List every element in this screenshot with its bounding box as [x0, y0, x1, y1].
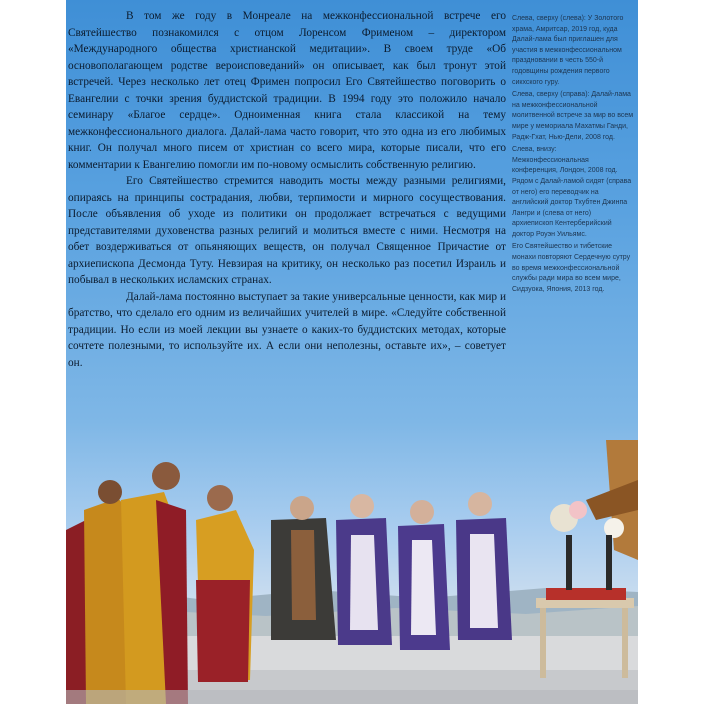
caption: Слева, сверху (слева): У Золотого храма, Амритсар, 2019 год, куда Далай-лама был приглашен для участия в межконфессиональном праздновании в честь 550-й годовщины рождения первого сикхского гуру.: [512, 15, 624, 86]
caption: Слева, сверху (справа): Далай-лама на межконфессиональной молитвенной встрече за мир во всем мире у мемориала Махатмы Ганди, Радж-Гхат, Нью-Дели, 2008 год.: [512, 91, 634, 141]
book-page: [66, 0, 638, 704]
caption: Слева, внизу: Межконфессиональная конференция, Лондон, 2008 год. Рядом с Далай-ламой сидят (справа от него) его переводчик на английский доктор Тхубтен Джинпа Лангри и (слева от него) архиепископ Кентерберийский доктор Роуэн Уильямс.: [512, 146, 632, 238]
body-paragraph: Его Святейшество стремится наводить мосты между разными религиями, опираясь на принципы сострадания, любви, терпимости и мирного сосуществования. После объявления об уходе из политики он продолжает встречаться с ведущими представителями духовенства разных религий и молиться вместе с ними. Несмотря на обет воздерживаться от опьяняющих веществ, он получал Священное Причастие от архиепископа Десмонда Туту. Невзирая на критику, он несколько раз посетил Израиль и побывал в нескольких исламских странах.: [68, 175, 506, 286]
caption-column: [512, 14, 634, 297]
body-paragraph: В том же году в Монреале на межконфессиональной встрече его Святейшество познакомился с отцом Лоренсом Фрименом – директором «Международного общества христианской медитации». В своем труде «Об основополагающем родстве вероисповеданий» он описывает, как был тронут этой встречей. Через несколько лет отец Фримен попросил Его Святейшество поговорить о Евангелии с точки зрения буддистской традиции. В 1994 году это положило начало семинару «Благое сердце». Одноименная книга стала классикой на тему межконфессионального диалога. Далай-лама часто говорит, что это одна из его любимых книг. Он получал много писем от христиан со всего мира, которые писали, что его комментарии к Евангелию помогли им по-новому осмыслить собственную религию.: [68, 10, 506, 171]
body-paragraph: Далай-лама постоянно выступает за такие универсальные ценности, как мир и братство, что сделало его одним из величайших учителей в мире. «Следуйте собственной традиции. Но если из моей лекции вы узнаете о каких-то буддистских методах, которые сочтете полезными, то используйте их. А если они неполезны, оставьте их», – советует он.: [68, 290, 506, 369]
monks-prayer-photo: [66, 440, 638, 704]
caption: Его Святейшество и тибетские монахи повторяют Сердечную сутру во время межконфессиональной службы ради мира во всем мире, Сидзуока, Япония, 2013 год.: [512, 243, 631, 293]
main-text-column: [66, 8, 506, 371]
